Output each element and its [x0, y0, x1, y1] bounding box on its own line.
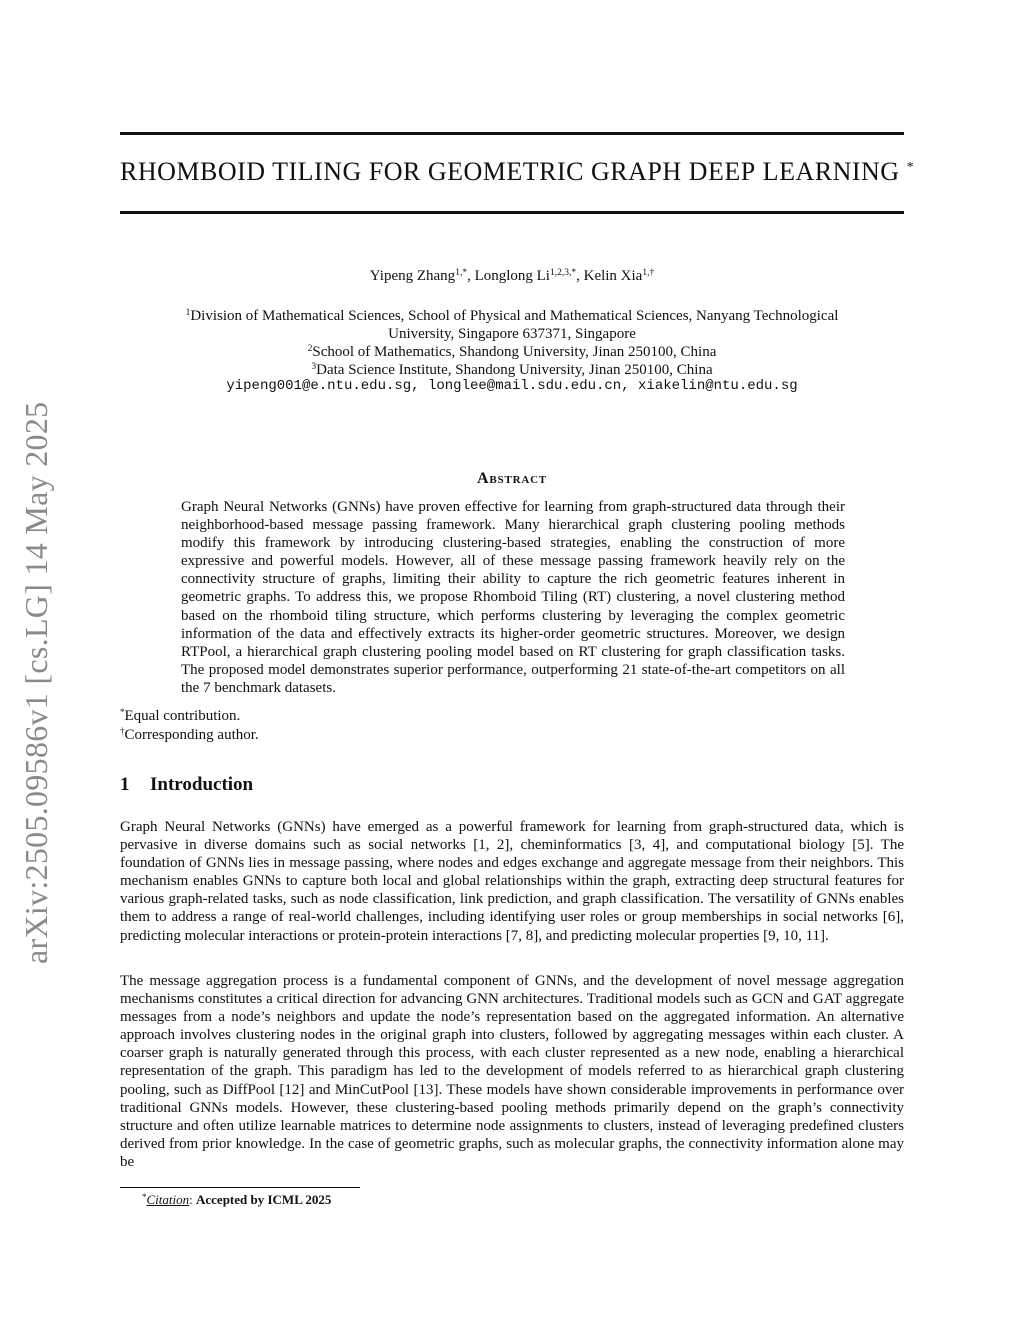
citation-label: Citation	[146, 1192, 190, 1207]
author-name: Yipeng Zhang	[369, 268, 456, 284]
title-footnote-mark: *	[906, 160, 915, 175]
citation-value: Accepted by ICML 2025	[196, 1192, 332, 1207]
intro-paragraph-1: Graph Neural Networks (GNNs) have emerged as a powerful framework for learning from graph-structured data, which is pervasive in diverse domains such as social networks [1, 2], cheminformatics [3, 4], and computational biology [5]. The foundation of GNNs lies in message passing, where nodes and edges exchange and aggregate message from their neighbors. This mechanism enables GNNs to capture both local and global relationships within the graph, extracting deep structural features for various graph-related tasks, such as node classification, link prediction, and graph classification. The versatility of GNNs enables them to address a range of real-world challenges, including identifying user roles or group memberships in social networks [6], predicting molecular interactions or protein-protein interactions [7, 8], and predicting molecular properties [9, 10, 11].	[120, 819, 904, 944]
title-top-rule	[120, 132, 904, 135]
abstract-heading: Abstract	[477, 470, 547, 487]
affiliation-1: $^1$Division of Mathematical Sciences, School of Physical and Mathematical Sciences, Nanyang Technological University, Singapore 637371, Singapore	[185, 308, 839, 342]
paper-title: RHOMBOID TILING FOR GEOMETRIC GRAPH DEEP LEARNING *	[120, 157, 915, 186]
equal-contribution-note: *Equal contribution.	[120, 707, 241, 724]
title-bottom-rule	[120, 211, 904, 214]
author-emails: yipeng001@e.ntu.edu.sg, longlee@mail.sdu.edu.cn, xiakelin@ntu.edu.sg	[226, 378, 798, 394]
author-list: Yipeng Zhang$^{1,*}$, Longlong $Li^{1,2,3,*}$, Kelin Xia$^{1,\dagger}$	[369, 268, 655, 284]
author-name: Longlong Li	[474, 268, 550, 284]
citation-footnote: *Citation: Accepted by ICML 2025	[142, 1192, 332, 1207]
arxiv-sidebar-stamp: arXiv:2505.09586v1 [cs.LG] 14 May 2025	[18, 401, 54, 964]
corresponding-author-note: †Corresponding author.	[120, 726, 259, 743]
footnote-rule	[120, 1187, 360, 1188]
section-heading-introduction: 1 Introduction	[120, 774, 254, 795]
abstract-text: Graph Neural Networks (GNNs) have proven effective for learning from graph-structured data through their neighborhood-based message passing framework. Many hierarchical graph clustering pooling methods modify this framework by introducing clustering-based strategies, enabling the construction of more expressive and powerful models. However, all of these message passing framework heavily rely on the connectivity structure of graphs, limiting their ability to capture the rich geometric features inherent in geometric graphs. To address this, we propose Rhomboid Tiling (RT) clustering, a novel clustering method based on the rhomboid tiling structure, which performs clustering by leveraging the complex geometric information of the data and effectively extracts its higher-order geometric structures. Moreover, we design RTPool, a hierarchical graph clustering pooling model based on RT clustering for graph classification tasks. The proposed model demonstrates superior performance, outperforming 21 state-of-the-art competitors on all the 7 benchmark datasets.	[181, 499, 845, 696]
intro-paragraph-2: The message aggregation process is a fundamental component of GNNs, and the development of novel message aggregation mechanisms constitutes a critical direction for advancing GNN architectures. Traditional models such as GCN and GAT aggregate messages from a node’s neighbors and update the node’s representation based on the aggregated information. An alternative approach involves clustering nodes in the original graph into clusters, followed by aggregating messages within each cluster. A coarser graph is naturally generated through this process, with each cluster represented as a new node, enabling a hierarchical representation of the graph. This paradigm has led to the development of models referred to as hierarchical graph clustering pooling, such as DiffPool [12] and MinCutPool [13]. These models have shown considerable improvements in performance over traditional GNNs models. However, these clustering-based pooling methods primarily depend on the graph’s connectivity structure and often utilize learnable matrices to determine node assignments to clusters, instead of leveraging predefined clusters derived from prior knowledge. In the case of geometric graphs, such as molecular graphs, the connectivity information alone may be	[120, 973, 904, 1170]
affiliation-2: $^2$School of Mathematics, Shandong University, Jinan 250100, China	[307, 344, 717, 360]
author-name: Kelin Xia	[583, 268, 643, 284]
affiliation-3: $^3$Data Science Institute, Shandong University, Jinan 250100, China	[311, 362, 713, 378]
